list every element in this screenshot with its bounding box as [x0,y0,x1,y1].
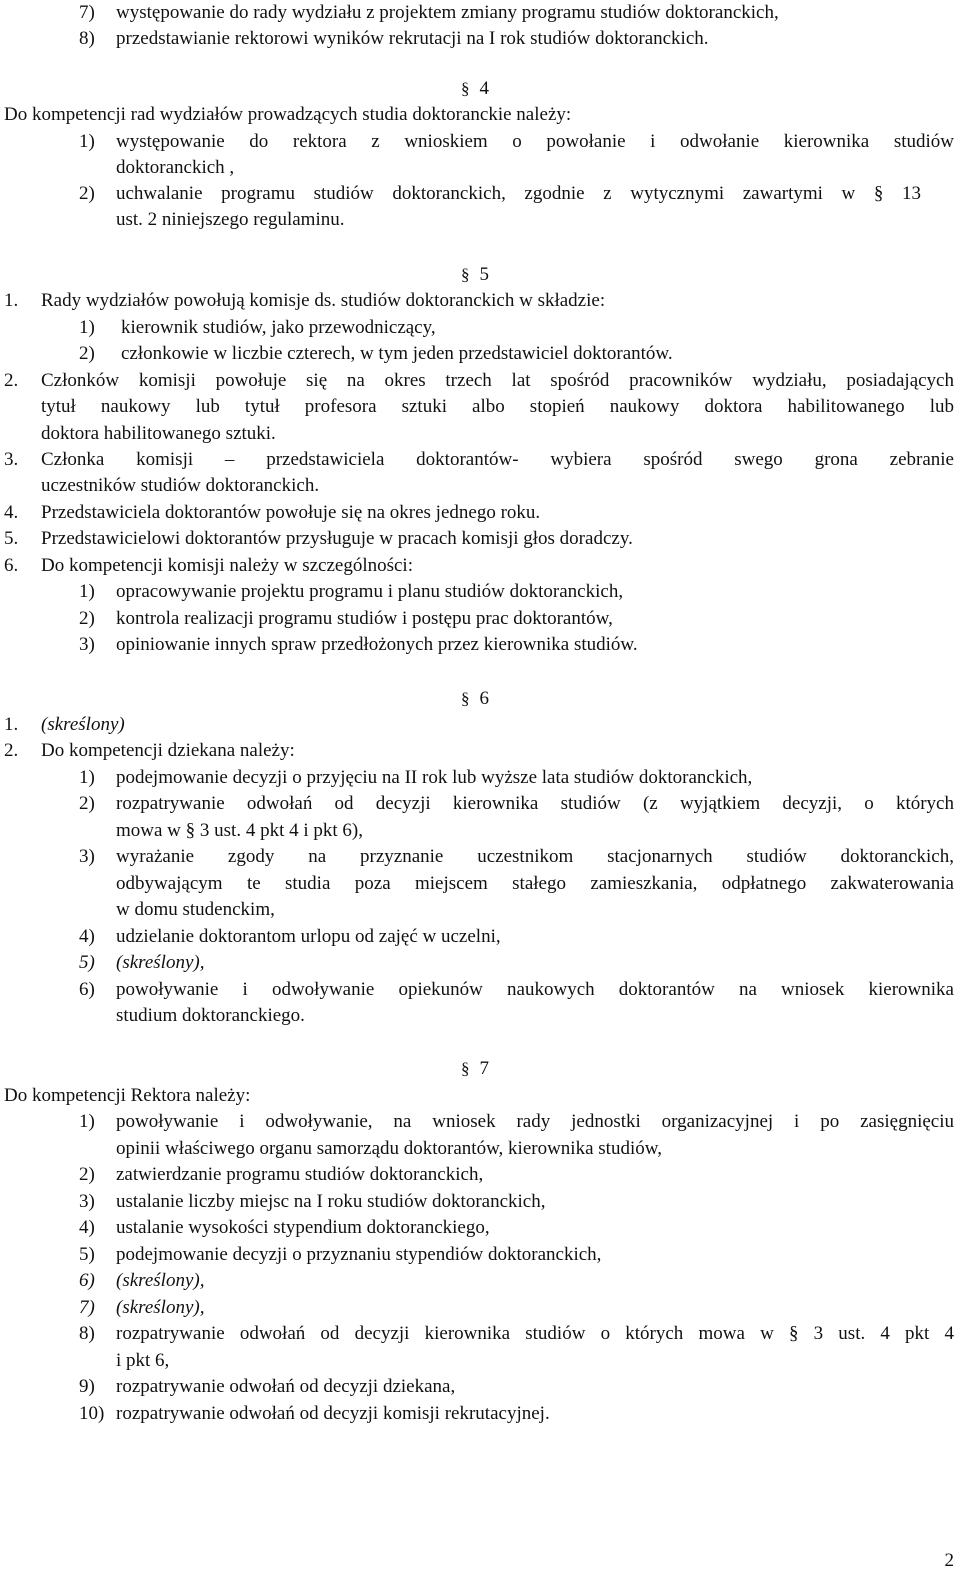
paragraph-text-cont: doktora habilitowanego sztuki. [41,423,276,444]
item-text: zatwierdzanie programu studiów doktoranckich, [116,1164,484,1185]
section-number: 7 [479,1058,489,1079]
paragraph-number: 5. [4,528,19,549]
item-text: rozpatrywanie odwołań od decyzji komisji rekrutacyjnej. [116,1403,550,1424]
item-number: 1) [79,767,95,788]
item-number: 3) [79,634,95,655]
item-text-cont: w domu studenckim, [116,899,275,920]
item-text: ustalanie liczby miejsc na I roku studiów doktoranckich, [116,1191,546,1212]
paragraph-lead: Do kompetencji rad wydziałów prowadzących studia doktoranckie należy: [4,104,572,125]
item-number: 3) [79,846,95,867]
item-number: 1) [79,131,95,152]
item-number: 4) [79,926,95,947]
item-text: rozpatrywanie odwołań od decyzji kierownika studiów (z wyjątkiem decyzji, o których [116,793,954,814]
item-number: 1) [79,581,95,602]
item-number: 1) [79,1111,95,1132]
section-heading [461,1056,489,1083]
item-number: 8) [79,1323,95,1344]
item-text: (skreślony), [116,952,205,973]
item-number: 10) [79,1403,105,1424]
item-text: opiniowanie innych spraw przedłożonych przez kierownika studiów. [116,634,638,655]
paragraph-number: 1. [4,714,19,735]
paragraph-number: 2. [4,740,19,761]
paragraph-number: 1. [4,290,19,311]
paragraph-lead: Do kompetencji Rektora należy: [4,1085,251,1106]
item-text: powoływanie i odwoływanie, na wniosek rady jednostki organizacyjnej i po zasięgnięciu [116,1111,954,1132]
item-text: podejmowanie decyzji o przyjęciu na II rok lub wyższe lata studiów doktoranckich, [116,767,753,788]
item-number: 8) [79,28,95,49]
item-text: rozpatrywanie odwołań od decyzji dziekana, [116,1376,456,1397]
item-number: 9) [79,1376,95,1397]
item-text: uchwalanie programu studiów doktoranckich, zgodnie z wytycznymi zawartymi w § 13 [116,183,921,204]
item-number: 2) [79,608,95,629]
item-text-cont: studium doktoranckiego. [116,1005,305,1026]
item-text: (skreślony), [116,1270,205,1291]
section-number: 4 [479,78,489,99]
item-number: 6) [79,1270,95,1291]
item-text: podejmowanie decyzji o przyznaniu stypendiów doktoranckich, [116,1244,602,1265]
section-heading [461,262,489,289]
item-number: 2) [79,183,95,204]
section-heading [461,686,489,713]
item-number: 2) [79,793,95,814]
paragraph-number: 3. [4,449,19,470]
paragraph-text-cont: tytuł naukowy lub tytuł profesora sztuki albo stopień naukowy doktora habilitowanego lub [41,396,954,417]
item-text: kierownik studiów, jako przewodniczący, [121,317,436,338]
item-text-cont: opinii właściwego organu samorządu doktorantów, kierownika studiów, [116,1138,662,1159]
item-text-cont: mowa w § 3 ust. 4 pkt 4 i pkt 6), [116,820,363,841]
item-text-cont: ust. 2 niniejszego regulaminu. [116,209,345,230]
paragraph-text: Członków komisji powołuje się na okres trzech lat spośród pracowników wydziału, posiadających [41,370,954,391]
paragraph-text: (skreślony) [41,714,125,735]
item-text: członkowie w liczbie czterech, w tym jeden przedstawiciel doktorantów. [121,343,673,364]
section-sign: § [461,265,470,284]
paragraph-text: Rady wydziałów powołują komisje ds. studiów doktoranckich w składzie: [41,290,606,311]
item-text: przedstawianie rektorowi wyników rekrutacji na I rok studiów doktoranckich. [116,28,709,49]
item-number: 7) [79,2,95,23]
item-text: wyrażanie zgody na przyznanie uczestnikom stacjonarnych studiów doktoranckich, [116,846,954,867]
item-number: 2) [79,343,95,364]
item-text: występowanie do rady wydziału z projektem zmiany programu studiów doktoranckich, [116,2,779,23]
item-text-cont: i pkt 6, [116,1350,170,1371]
section-number: 6 [479,688,489,709]
item-number: 7) [79,1297,95,1318]
item-text: ustalanie wysokości stypendium doktoranckiego, [116,1217,490,1238]
item-number: 3) [79,1191,95,1212]
section-sign: § [461,689,470,708]
paragraph-text: Członka komisji – przedstawiciela doktorantów- wybiera spośród swego grona zebranie [41,449,954,470]
paragraph-text-cont: uczestników studiów doktoranckich. [41,475,320,496]
item-text: udzielanie doktorantom urlopu od zajęć w uczelni, [116,926,501,947]
section-number: 5 [479,264,489,285]
item-text: (skreślony), [116,1297,205,1318]
item-number: 2) [79,1164,95,1185]
section-heading [461,76,489,103]
section-sign: § [461,79,470,98]
item-text: kontrola realizacji programu studiów i postępu prac doktorantów, [116,608,613,629]
item-number: 5) [79,1244,95,1265]
item-text: powoływanie i odwoływanie opiekunów naukowych doktorantów na wniosek kierownika [116,979,954,1000]
paragraph-text: Do kompetencji dziekana należy: [41,740,295,761]
item-text: opracowywanie projektu programu i planu studiów doktoranckich, [116,581,624,602]
item-text-cont: doktoranckich , [116,157,235,178]
item-text-cont: odbywającym te studia poza miejscem stałego zamieszkania, odpłatnego zakwaterowania [116,873,954,894]
paragraph-number: 4. [4,502,19,523]
item-text: występowanie do rektora z wnioskiem o powołanie i odwołanie kierownika studiów [116,131,954,152]
paragraph-text: Do kompetencji komisji należy w szczególności: [41,555,413,576]
item-number: 5) [79,952,95,973]
paragraph-text: Przedstawicielowi doktorantów przysługuje w pracach komisji głos doradczy. [41,528,633,549]
page-number: 2 [944,1550,954,1571]
item-number: 4) [79,1217,95,1238]
paragraph-number: 2. [4,370,19,391]
item-text: rozpatrywanie odwołań od decyzji kierownika studiów o których mowa w § 3 ust. 4 pkt 4 [116,1323,954,1344]
section-sign: § [461,1059,470,1078]
paragraph-text: Przedstawiciela doktorantów powołuje się na okres jednego roku. [41,502,541,523]
item-number: 6) [79,979,95,1000]
paragraph-number: 6. [4,555,19,576]
item-number: 1) [79,317,95,338]
